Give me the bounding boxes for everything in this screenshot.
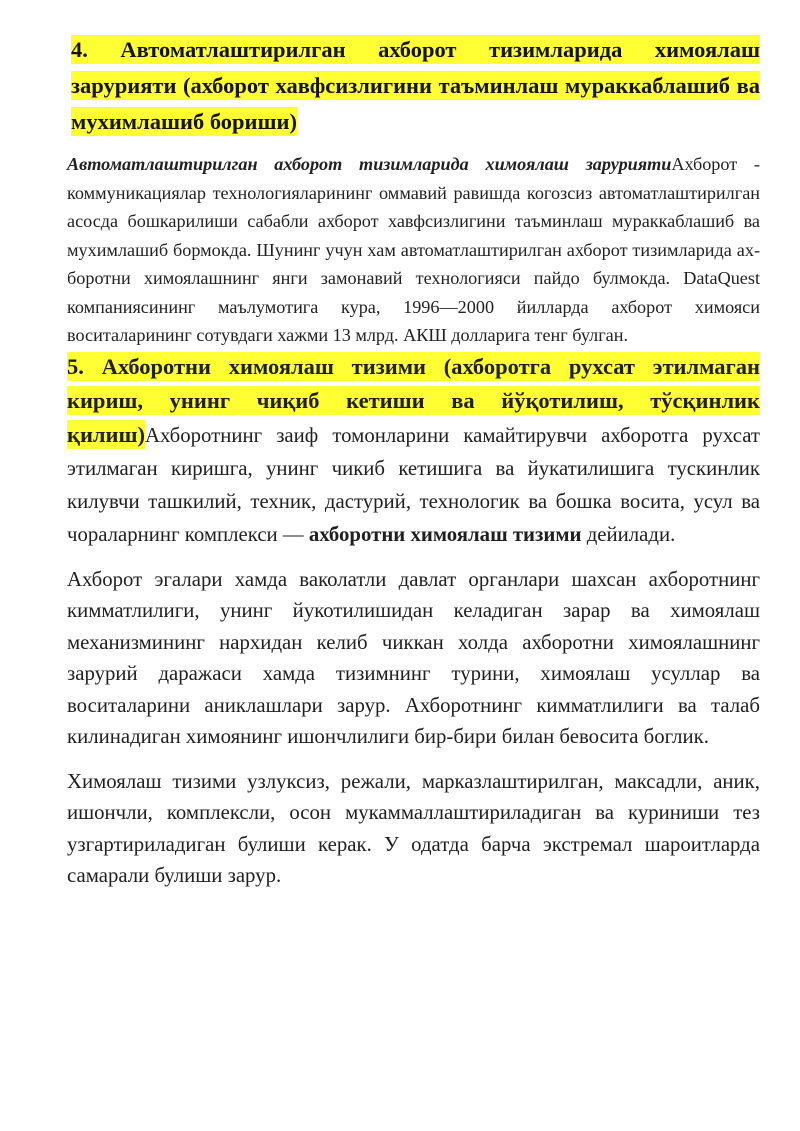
- section-4-heading-text: 4. Автоматлаштирилган ахборот тизимларида химоялаш зарурияти (ахборот хавфсизлигини таъминлаш мураккаблашиб ва мухимлашиб бориши): [71, 37, 760, 134]
- section-4-lead: Автоматлаштирилган ахборот тизимларида химоялаш зарурияти: [67, 154, 672, 174]
- section-5-body-end: дейилади.: [581, 522, 676, 546]
- section-5-heading: 5. Ахборотни химоялаш тизими (ахборотга рухсат этилмаган кириш, унинг чиқиб кетиши ва йўқотилиш, тўсқинлик қилиш): [67, 353, 760, 447]
- section-5-body-start: Ахборотнинг заиф томонларини камайтирувчи ахборотга рухсат этилмаган киришга, унинг чикиб кетишига ва йукатилишига тускинлик килувчи ташкилий, техник, дастурий, технологик ва бошка восита, усул ва чораларнинг комплекси —: [67, 423, 760, 546]
- owners-paragraph: Ахборот эгалари хамда ваколатли давлат органлари шахсан ахборотнинг кимматлилиги, унинг йукотилишидан келадиган зарар ва химоялаш механизмининг нархидан келиб чиккан холда ахборотни химоялашнинг зарурий даражаси хамда тизимнинг турини, химоялаш усуллар ва воситаларини аниклашлари зарур. Ахборотнинг кимматлилиги ва талаб килинадиган химоянинг ишончлилиги бир-бири билан бевосита боглик.: [67, 567, 760, 748]
- section-4-paragraph: [67, 150, 760, 350]
- section-4-body: Ахборот - коммуникациялар технологияларининг оммавий равишда когозсиз автоматлаштирилган асосда бошкарилиши сабабли ахборот хавфсизлигини таъминлаш мураккаблашиб ва мухимлашиб бормокда. Шунинг учун хам автоматлаштирилган ахборот тизимларида ахборотни химоялашнинг янги замонавий технологияси пайдо булмокда. DataQuest компаниясининг маълумотига кура, 1996—2000 йилларда ахборот химояси воситаларининг сотувдаги хажми 13 млрд. АКШ долларига тенг булган.: [67, 154, 760, 345]
- protection-system-paragraph: Химоялаш тизими узлуксиз, режали, марказлаштирилган, максадли, аник, ишончли, комплексли, осон мукаммаллаштириладиган ва куриниши тез узгартириладиган булиши керак. У одатда барча экстремал шароитларда самарали булиши зарур.: [67, 769, 760, 887]
- section-4-heading: [71, 32, 760, 140]
- section-5-term: ахборотни химоялаш тизими: [308, 522, 582, 546]
- section-5-paragraph: [67, 350, 760, 551]
